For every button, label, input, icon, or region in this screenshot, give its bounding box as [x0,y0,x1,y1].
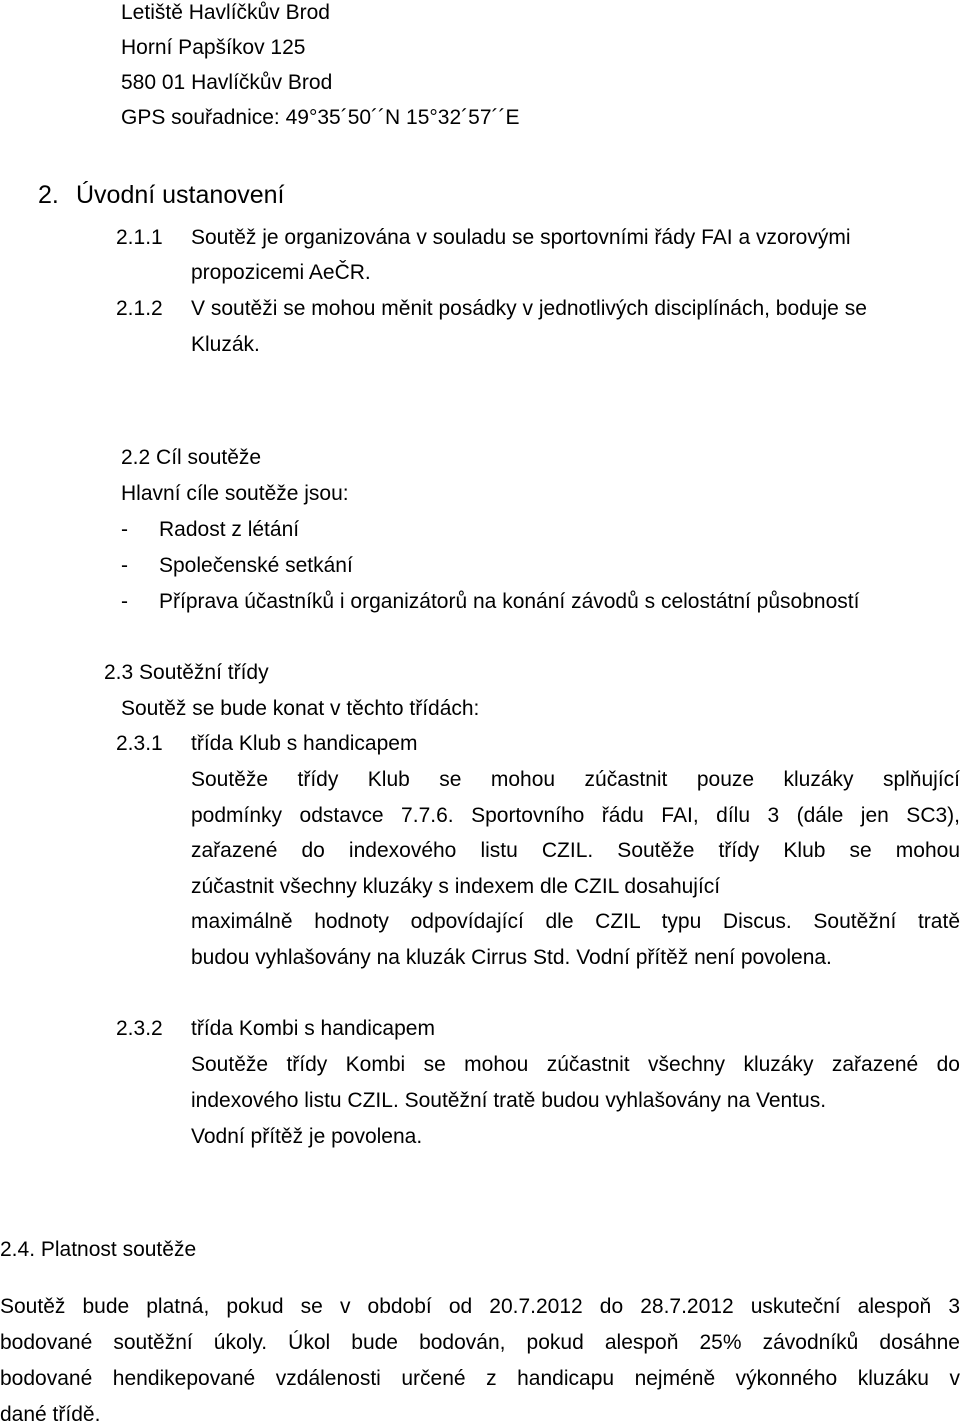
clause-text: Soutěže třídy Klub se mohou zúčastnit pouze kluzáky splňující [191,768,960,791]
clause-text: budou vyhlašovány na kluzák Cirrus Std. Vodní přítěž není povolena. [191,946,832,969]
clause-number: 2.1.1 [116,226,163,249]
clause-text: zařazené do indexového listu CZIL. Soutěže třídy Klub se mohou [191,839,960,862]
clause-number: 2.3.1 [116,732,163,755]
clause-text: podmínky odstavce 7.7.6. Sportovního řádu FAI, dílu 3 (dále jen SC3), [191,804,960,827]
paragraph: bodované soutěžní úkoly. Úkol bude bodován, pokud alespoň 25% závodníků dosáhne [0,1331,960,1354]
clause-text: maximálně hodnoty odpovídající dle CZIL typu Discus. Soutěžní tratě [191,910,960,933]
clause-text: propozicemi AeČR. [191,261,371,284]
address-line: Letiště Havlíčkův Brod [121,1,330,24]
list-item: Společenské setkání [159,554,353,577]
dash-bullet: - [121,554,128,577]
subsection-heading: 2.4. Platnost soutěže [0,1238,197,1261]
clause-text: Soutěž je organizována v souladu se sportovními řády FAI a vzorovými [191,226,851,249]
clause-text: zúčastnit všechny kluzáky s indexem dle CZIL dosahující [191,875,721,898]
subsection-heading: 2.2 Cíl soutěže [121,446,262,469]
clause-text: Soutěže třídy Kombi se mohou zúčastnit všechny kluzáky zařazené do [191,1053,960,1076]
clause-text: indexového listu CZIL. Soutěžní tratě budou vyhlašovány na Ventus. [191,1089,827,1112]
address-line: Horní Papšíkov 125 [121,36,306,59]
paragraph: dané třídě. [0,1403,101,1426]
paragraph: Soutěž se bude konat v těchto třídách: [121,697,480,720]
list-item: Radost z létání [159,518,300,541]
clause-number: 2.1.2 [116,297,163,320]
paragraph: bodované hendikepované vzdálenosti určené z handicapu nejméně výkonného kluzáku v [0,1367,960,1390]
section-number: 2. [38,181,59,209]
gps-coordinates: GPS souřadnice: 49°35´50´´N 15°32´57´´E [121,106,520,129]
list-item: Příprava účastníků i organizátorů na konání závodů s celostátní působností [159,590,860,613]
clause-title: třída Kombi s handicapem [191,1017,435,1040]
clause-text: Vodní přítěž je povolena. [191,1125,423,1148]
clause-text: V soutěži se mohou měnit posádky v jednotlivých disciplínách, boduje se [191,297,867,320]
dash-bullet: - [121,518,128,541]
paragraph: Soutěž bude platná, pokud se v období od 20.7.2012 do 28.7.2012 uskuteční alespoň 3 [0,1295,960,1318]
clause-text: Kluzák. [191,333,260,356]
clause-number: 2.3.2 [116,1017,163,1040]
clause-title: třída Klub s handicapem [191,732,418,755]
dash-bullet: - [121,590,128,613]
address-line: 580 01 Havlíčkův Brod [121,71,333,94]
subsection-heading: 2.3 Soutěžní třídy [104,661,269,684]
paragraph: Hlavní cíle soutěže jsou: [121,482,349,505]
section-heading: Úvodní ustanovení [76,181,285,209]
